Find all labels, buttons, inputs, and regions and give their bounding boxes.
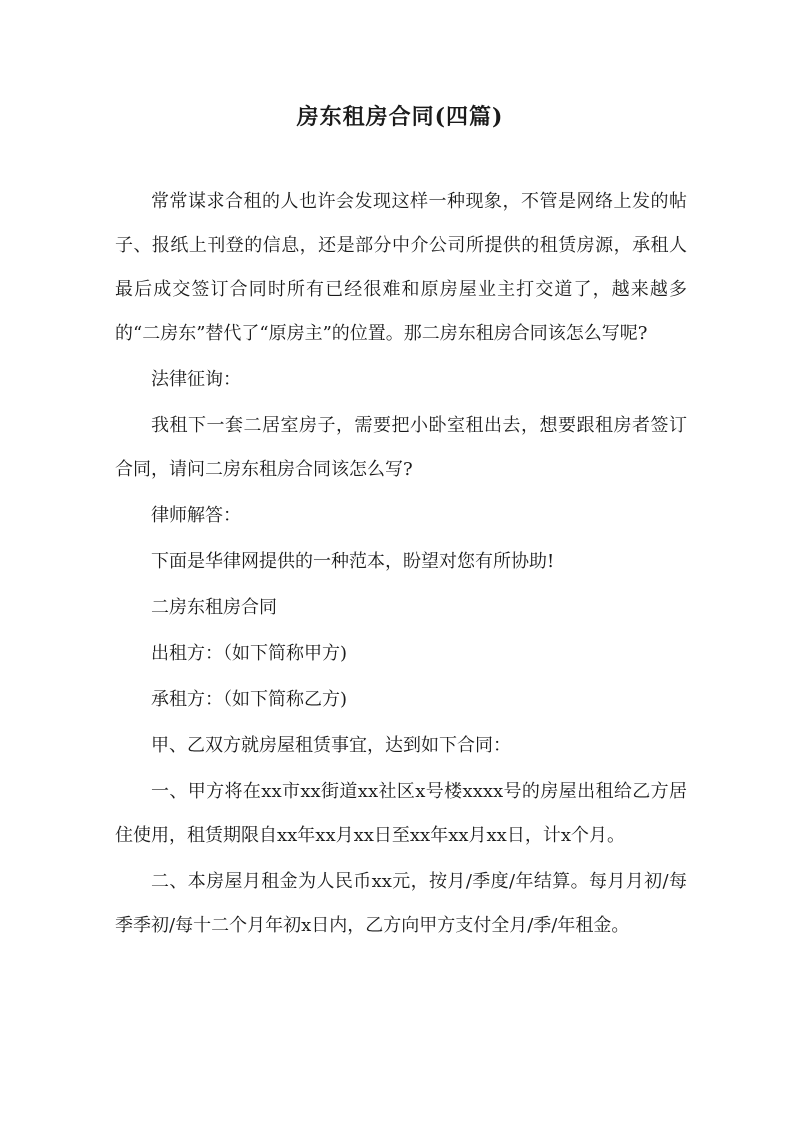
paragraph-legal-consult: 法律征询： [151, 369, 241, 390]
document-title: 房东租房合同(四篇) [296, 104, 504, 130]
paragraph-lessee: 承租方：（如下简称乙方) [151, 689, 348, 710]
paragraph-clause-2: 二、本房屋月租金为人民币xx元，按月/季度/年结算。每月月初/每季季初/每十二个月年初x日内，乙方向甲方支付全月/季/年租金。 [115, 871, 687, 936]
paragraph-agreement: 甲、乙双方就房屋租赁事宜，达到如下合同： [151, 735, 511, 756]
paragraph-template-note: 下面是华律网提供的一种范本，盼望对您有所协助! [151, 551, 555, 572]
paragraph-lessor: 出租方：（如下简称甲方) [151, 643, 348, 664]
paragraph-clause-1: 一、甲方将在xx市xx街道xx社区x号楼xxxx号的房屋出租给乙方居住使用，租赁期限自xx年xx月xx日至xx年xx月xx日，计x个月。 [115, 781, 687, 846]
paragraph-intro: 常常谋求合租的人也许会发现这样一种现象，不管是网络上发的帖子、报纸上刊登的信息，还是部分中介公司所提供的租赁房源，承租人最后成交签订合同时所有已经很难和原房屋业主打交道了，越来越多的“二房东”替代了“原房主”的位置。那二房东租房合同该怎么写呢? [115, 191, 687, 344]
paragraph-contract-title: 二房东租房合同 [151, 597, 277, 618]
paragraph-lawyer-answer: 律师解答： [151, 505, 241, 526]
document-body [115, 180, 687, 948]
paragraph-question: 我租下一套二居室房子，需要把小卧室租出去，想要跟租房者签订合同，请问二房东租房合同该怎么写? [115, 415, 687, 480]
